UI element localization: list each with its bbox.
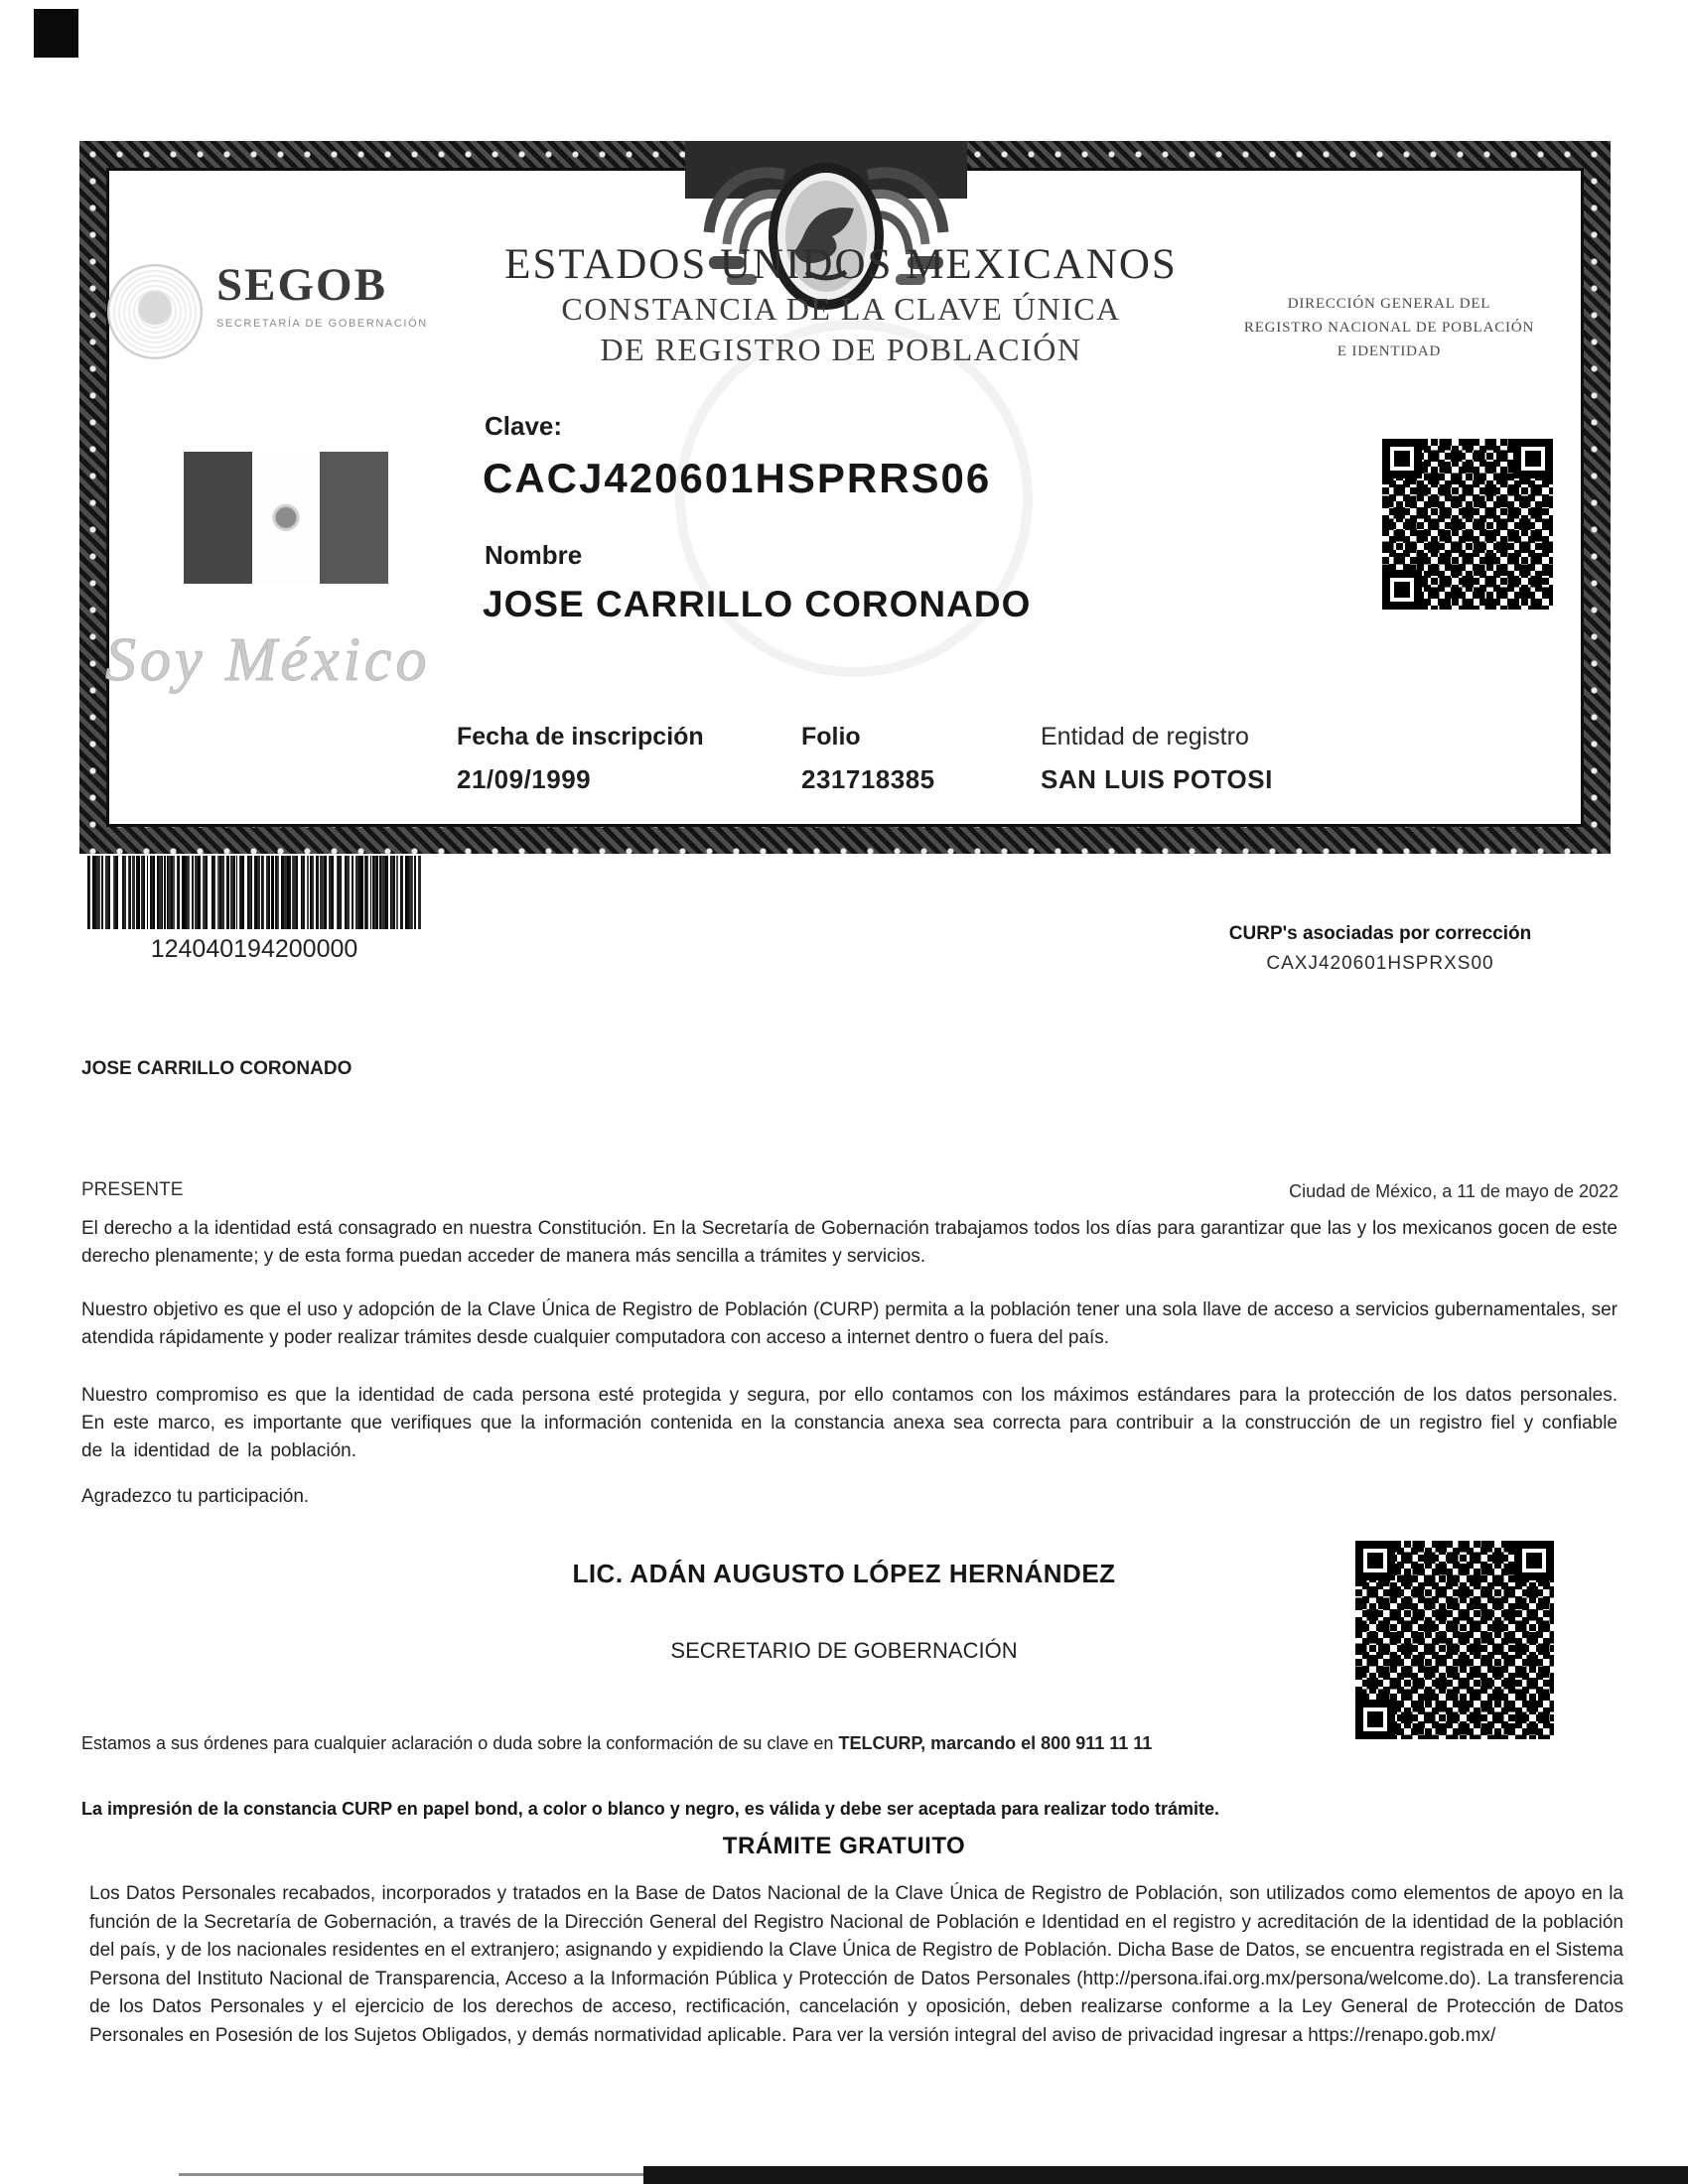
qr-finder-icon: [1355, 1700, 1395, 1739]
flag-green-band: [184, 452, 252, 584]
segob-text-block: [216, 260, 428, 330]
qr-finder-icon: [1382, 439, 1422, 478]
qr-finder-icon: [1382, 570, 1422, 610]
document-title-line1: CONSTANCIA DE LA CLAVE ÚNICA: [561, 291, 1121, 328]
clave-value: CACJ420601HSPRRS06: [483, 455, 992, 501]
signatory-title: SECRETARIO DE GOBERNACIÓN: [670, 1638, 1018, 1663]
barcode-number: 124040194200000: [150, 935, 358, 963]
contact-line-regular: Estamos a sus órdenes para cualquier aclaración o duda sobre la conformación de su clave en: [81, 1733, 839, 1753]
document-title-line2: DE REGISTRO DE POBLACIÓN: [600, 332, 1082, 368]
contact-line-bold: TELCURP, marcando el 800 911 11 11: [838, 1733, 1153, 1753]
folio-label: Folio: [801, 723, 861, 751]
entidad-registro-value: SAN LUIS POTOSI: [1041, 764, 1273, 794]
segob-subtitle: SECRETARÍA DE GOBERNACIÓN: [216, 317, 428, 330]
flag-red-band: [320, 452, 388, 584]
scan-artifact-line: [179, 2173, 645, 2176]
print-validity-notice: La impresión de la constancia CURP en papel bond, a color o blanco y negro, es válida y debe ser aceptada para realizar todo trámite.: [81, 1799, 1220, 1819]
scan-artifact-bar: [643, 2166, 1688, 2184]
mexican-flag: [184, 452, 388, 584]
letter-paragraph-1: El derecho a la identidad está consagrado en nuestra Constitución. En la Secretaría de Gobernación trabajamos todos los días para garantizar que las y los mexicanos gocen de este derecho plenamente; y de esta forma puedan acceder de manera más sencilla a trámites y servicios.: [81, 1218, 1618, 1267]
letter-closing: Agradezco tu participación.: [81, 1486, 310, 1507]
issuer-line1: DIRECCIÓN GENERAL DEL: [1287, 296, 1491, 312]
privacy-notice: Los Datos Personales recabados, incorporados y tratados en la Base de Datos Nacional de la Clave Única de Registro de Población, son utilizados como elementos de apoyo en la función de la Secretaría de Gobernación, a través de la Dirección General del Registro Nacional de Población e Identidad en el registro y acreditación de la identidad de la población del país, y de los nacionales residentes en el extranjero; asignando y expidiendo la Clave Única de Registro de Población. Dicha Base de Datos, se encuentra registrada en el Sistema Persona del Instituto Nacional de Transparencia, Acceso a la Información Pública y Protección de Datos Personales (http://persona.ifai.org.mx/persona/welcome.do). La transferencia de los Datos Personales y el ejercicio de los derechos de acceso, rectificación, cancelación y oposición, deben realizarse conforme a la Ley General de Protección de Datos Personales en Posesión de los Sujetos Obligados, y demás normatividad aplicable. Para ver la versión integral del aviso de privacidad ingresar a https://renapo.gob.mx/: [89, 1883, 1623, 2046]
letter-paragraph-3: Nuestro compromiso es que la identidad de cada persona esté protegida y segura, por ello contamos con los máximos estándares para la protección de los datos personales. En este marco, es importante que verifiques que la información contenida en la constancia anexa sea correcta para contribuir a la construcción de un registro fiel y confiable de la identidad de la población.: [81, 1385, 1618, 1461]
letter-paragraph-2: Nuestro objetivo es que el uso y adopción de la Clave Única de Registro de Población (CURP) permita a la población tener una sola llave de acceso a servicios gubernamentales, ser atendida rápidamente y poder realizar trámites desde cualquier computadora con acceso a internet dentro o fuera del país.: [81, 1299, 1618, 1348]
curp-asociadas-value: CAXJ420601HSPRXS00: [1266, 953, 1494, 974]
entidad-registro-label: Entidad de registro: [1041, 723, 1249, 751]
nombre-label: Nombre: [485, 540, 583, 570]
scan-artifact-square: [34, 9, 78, 58]
segob-seal-icon: [107, 264, 203, 359]
segob-logo: [107, 260, 465, 359]
curp-asociadas-label: CURP's asociadas por corrección: [1228, 923, 1532, 944]
segob-name: SEGOB: [216, 259, 387, 311]
barcode: [87, 856, 421, 929]
letter-salutation: PRESENTE: [81, 1179, 184, 1200]
qr-finder-icon: [1514, 1541, 1554, 1580]
letter-dateline: Ciudad de México, a 11 de mayo de 2022: [1289, 1181, 1618, 1201]
certificate-title-block: [449, 240, 1233, 370]
certificate-qr-code: [1382, 439, 1553, 610]
qr-finder-icon: [1513, 439, 1553, 478]
free-procedure-notice: TRÁMITE GRATUITO: [722, 1833, 966, 1859]
flag-white-band: [252, 452, 321, 584]
signatory-name: LIC. ADÁN AUGUSTO LÓPEZ HERNÁNDEZ: [572, 1559, 1116, 1588]
contact-line: [81, 1733, 1152, 1754]
qr-finder-icon: [1355, 1541, 1395, 1580]
signature-qr-code: [1355, 1541, 1554, 1739]
fecha-inscripcion-value: 21/09/1999: [457, 764, 592, 794]
country-title: ESTADOS UNIDOS MEXICANOS: [504, 241, 1178, 288]
soy-mexico-watermark: Soy México: [105, 626, 431, 694]
letter-recipient: JOSE CARRILLO CORONADO: [81, 1058, 352, 1079]
issuer-block: [1199, 292, 1579, 363]
clave-label: Clave:: [485, 411, 563, 441]
issuer-line3: E IDENTIDAD: [1336, 343, 1442, 359]
curp-certificate: [79, 141, 1611, 854]
folio-value: 231718385: [801, 764, 935, 794]
issuer-line2: REGISTRO NACIONAL DE POBLACIÓN: [1243, 320, 1535, 336]
fecha-inscripcion-label: Fecha de inscripción: [457, 723, 704, 751]
nombre-value: JOSE CARRILLO CORONADO: [483, 584, 1032, 624]
